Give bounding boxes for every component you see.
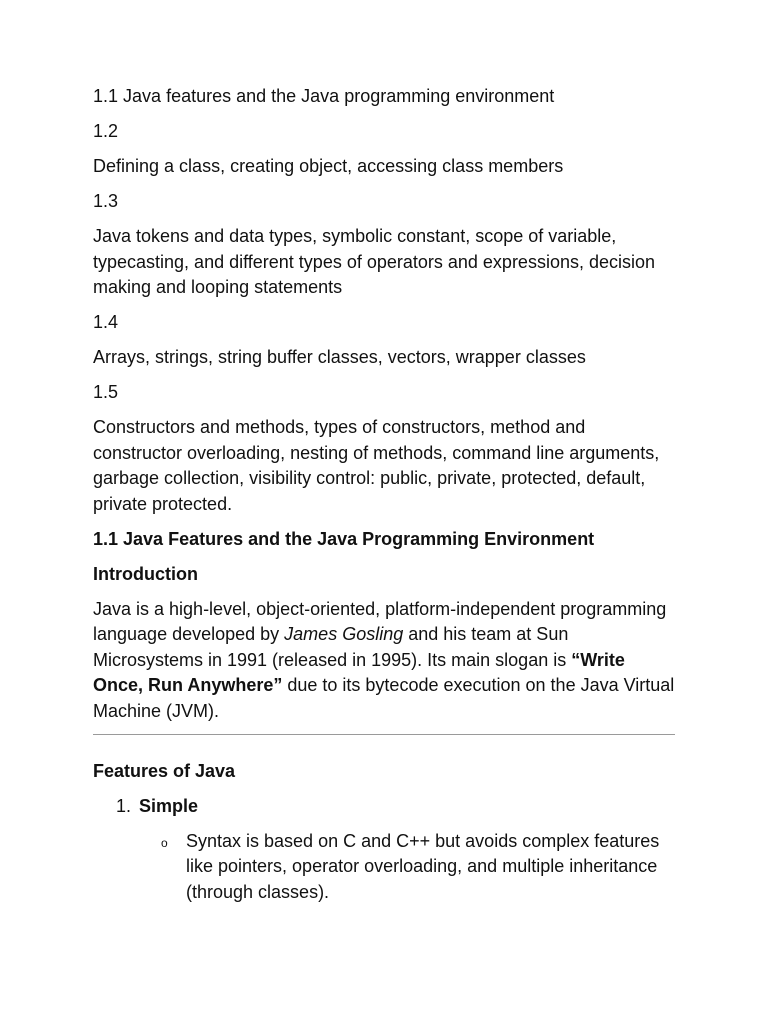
topic-2-number: 1.2 — [93, 121, 119, 141]
intro-heading: Introduction — [93, 563, 198, 584]
topic-3-number: 1.3 — [93, 191, 119, 211]
feature-points-list — [93, 829, 675, 906]
topic-4-text: Arrays, strings, string buffer classes, vectors, wrapper classes — [93, 347, 586, 367]
topic-1-line — [93, 84, 675, 110]
intro-text-3: due to its bytecode execution on the Java Virtual Machine (JVM). — [93, 675, 675, 721]
hollow-bullet-icon: o — [161, 835, 168, 850]
intro-paragraph — [93, 597, 675, 725]
topic-2-text: Defining a class, creating object, accessing class members — [93, 156, 564, 176]
topic-5-number: 1.5 — [93, 382, 119, 402]
topic-5-text: Constructors and methods, types of constructors, method and constructor overloading, nesting of methods, command line arguments, garbage collection, visibility control: public, private, protected, default, private protected. — [93, 417, 660, 514]
intro-text-2: and his team at Sun Microsystems in 1991 (released in 1995). Its main slogan is — [93, 624, 572, 670]
intro-text-1: Java is a high-level, object-oriented, platform-independent programming language developed by — [93, 598, 667, 644]
features-heading: Features of Java — [93, 761, 236, 781]
feature-title: Simple — [139, 796, 199, 816]
section-heading: 1.1 Java Features and the Java Programming Environment — [93, 528, 595, 549]
feature-number: 1. — [116, 796, 132, 816]
intro-author: James Gosling — [284, 624, 404, 644]
topic-1-text: Java features and the Java programming environment — [123, 86, 555, 106]
document-page — [93, 84, 675, 905]
topic-1-number: 1.1 — [93, 86, 119, 106]
feature-point-text: Syntax is based on C and C++ but avoids complex features like pointers, operator overloading, and multiple inheritance (through classes). — [186, 830, 660, 902]
feature-item — [116, 794, 675, 820]
topic-4-number: 1.4 — [93, 312, 119, 332]
horizontal-divider — [93, 734, 675, 735]
feature-point — [161, 829, 675, 906]
features-list — [93, 794, 675, 820]
topic-3-text: Java tokens and data types, symbolic constant, scope of variable, typecasting, and different types of operators and expressions, decision making and looping statements — [93, 226, 656, 297]
intro-slogan: “Write Once, Run Anywhere” — [93, 649, 625, 695]
